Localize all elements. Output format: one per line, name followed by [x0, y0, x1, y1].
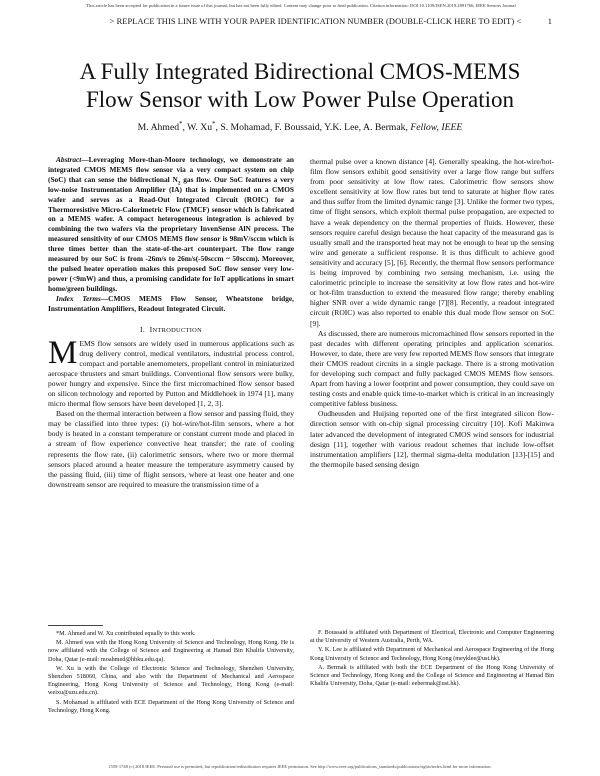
author-xu: , W. Xu	[182, 122, 213, 133]
equal-contrib-mark: *	[212, 120, 216, 128]
footnote: *M. Ahmed and W. Xu contributed equally to this work.	[56, 630, 196, 637]
section-heading-first: I	[149, 324, 153, 334]
page-number: 1	[547, 17, 552, 26]
right-paragraph-1: thermal pulse over a known distance [4]. Generally speaking, the hot-wire/hot-film flow sensors exhibit good sensitivity over a large flow range but suffers from poor sensitivity at low flow rates. Calorimetric flow sensors show excellent sensitivity at low flow rates but tend to saturate at higher flow rates and thus suffer from the limited dynamic range [3]. Unlike the former two types, time of flight sensors, which exploit thermal pulse propagation, are expected to have a weak dependency on the thermal properties of fluids. However, these sensors require careful design because the heat capacity of the measurand gas is usually small and the transported heat may not be enough to heat up the sensing wire and generate a sufficient response. It is thus difficult to achieve good sensitivity and accuracy [5], [6]. Recently, the thermal flow sensors performance is being improved by combining two sensing mechanism, i.e. using the calorimetric principle to increase the sensitivity at low flow rates and hot-wire or hot-film transduction to extend the measured flow range; thereby enabling higher SNR over a wide dynamic range [7][8]. Recently, a readout integrated circuit (ROIC) was also reported to enable this dual mode flow sensor on SoC [9].	[310, 157, 554, 328]
section-numeral: I.	[139, 324, 146, 334]
index-terms-label: Index Terms	[56, 293, 101, 303]
right-column	[310, 157, 554, 470]
abstract-dash: —	[81, 155, 89, 164]
intro-text-1: EMS flow sensors are widely used in numerous applications such as drug delivery control, medical ventilators, industrial process control, compact and portable anemometers, propellant control in miniaturized aerospace thrusters and smart buildings. Conventional flow sensors were bulky, power hungry and expensive. Since the first micromachined flow sensor based on silicon technology and reported by Putton and Middlehoek in 1974 [1], many micro thermal flow sensors have been developed [1, 2, 3].	[48, 338, 294, 409]
title-line-2: Flow Sensor with Low Power Pulse Operation	[85, 87, 515, 112]
title-line-1: A Fully Integrated Bidirectional CMOS-MEMS	[79, 59, 521, 84]
copyright-footer: 1558-1748 (c) 2018 IEEE. Personal use is permitted, but republication/redistribution requires IEEE permission. See http://www.ieee.org/publications_standards/publications/rights/index.html for more information.	[108, 764, 492, 769]
paper-title	[40, 58, 560, 114]
author-list	[40, 122, 560, 134]
index-terms-dash: —	[100, 293, 109, 303]
abstract-text-a: Leveraging More-than-Moore technology, we demonstrate an integrated CMOS MEMS flow sensor via a very compact system on chip (SoC) that can sense the bidirectional N	[48, 155, 294, 184]
footnote: F. Boussaid is affiliated with Department of Electrical, Electronic and Computer Engineering at the University of Western Australia, Perth, WA.	[310, 629, 554, 645]
index-terms-text: CMOS MEMS Flow Sensor, Wheatstone bridge, Instrumentation Amplifiers, Readout Integrated Circuit.	[48, 293, 294, 313]
footnote: Y. K. Lee is affiliated with Department of Mechanical and Aerospace Engineering of the Hong Kong University of Science and Technology, Hong Kong (meyklee@ust.hk).	[310, 646, 554, 662]
intro-paragraph-2: Based on the thermal interaction between a flow sensor and passing fluid, they may be classified into three types: (i) hot-wire/hot-film sensors, where a hot body is heated in a constant temperature or constant current mode and placed in a stream of flow experience convective heat transfer; the rate of cooling represents the flow rate, (ii) calorimetric sensors, where two or more thermal sensors placed around a heater measure the temperature asymmetry caused by the passing fluid, (iii) time of flight sensors, where at least one heater and one downstream sensor are required to measure the transmission time of a	[48, 409, 294, 489]
authors-rest: , S. Mohamad, F. Boussaid, Y.K. Lee, A. Bermak,	[215, 122, 408, 133]
right-paragraph-2: As discussed, there are numerous micromachined flow sensors reported in the past decades with different operating principles and application scenarios. However, to date, there are very few reported MEMS flow sensors that integrate their CMOS readout circuits in a single package. There is a strong motivation for developing such compact and fully packaged CMOS MEMS flow sensors. Apart from having a lower footprint and power consumption, they could save on testing costs and enable quick time-to-market which is critical in an increasingly competitive fabless business.	[310, 328, 554, 409]
equal-contrib-mark: *	[179, 120, 183, 128]
footnotes-right	[310, 629, 554, 689]
footnotes-left	[48, 630, 294, 716]
footnote: W. Xu is with the College of Electronic Science and Technology, Shenzhen University, Shenzhen 518060, China, and also with the Department of Mechanical and Aerospace Engineering, Hong Kong University of Science and Technology, Hong Kong (e-mail: weixu@szu.edu.cn).	[48, 664, 294, 697]
abstract-label: Abstract	[56, 155, 82, 164]
footnote: M. Ahmed was with the Hong Kong University of Science and Technology, Hong Kong. He is now affiliated with the College of Science and Engineering at Hamad Bin Khalifa University, Doha, Qatar (e-mail: moahmed@hbku.edu.qa).	[48, 639, 294, 663]
left-column	[48, 155, 294, 490]
footnote: S. Mohamad is affiliated with ECE Department of the Hong Kong University of Science and Technology, Hong Kong.	[48, 698, 294, 714]
author-ahmed: M. Ahmed	[137, 122, 180, 133]
footnote-divider	[48, 625, 103, 626]
intro-paragraph-1	[48, 334, 294, 410]
index-terms	[48, 294, 294, 314]
header-placeholder[interactable]: > REPLACE THIS LINE WITH YOUR PAPER IDENTIFICATION NUMBER (DOUBLE-CLICK HERE TO EDIT) <	[109, 17, 522, 26]
section-heading-introduction	[48, 325, 294, 336]
publication-notice: This article has been accepted for publication in a future issue of this journal, but has not been fully edited. Content may change prior to final publication. Citation information: DOI 10.1109/JSEN.2019.2891766, IEEE Sensors Journal	[86, 3, 516, 8]
footnote: A. Bermak is affiliated with both the ECE Department of the Hong Kong University of Science and Technology, Hong Kong and the College of Science and Engineering at Hamad Bin Khalifa University, Doha, Qatar (e-mail: eebermak@ust.hk).	[310, 663, 554, 688]
fellow-title: Fellow, IEEE	[410, 122, 463, 133]
abstract-subscript: 2	[177, 180, 181, 187]
right-paragraph-3: Oudheusden and Huijsing reported one of the first integrated silicon flow-direction sensor with on-chip signal processing circuitry [10]. Kofi Makinwa later advanced the development of integrated CMOS wind sensors for industrial design [11], together with various readout schemes that include low-offset instrumentation amplifiers [12], thermal sigma-delta modulation [13]-[15] and the thermopile based sensing design	[310, 409, 554, 469]
abstract	[48, 155, 294, 294]
abstract-text-b: gas flow. Our SoC features a very low-noise Instrumentation Amplifier (IA) that is implemented on a CMOS wafer and serves as a Read-Out Integrated Circuit (ROIC) for a Thermoresistive Micro-Calorimetric Flow (TMCF) sensor which is fabricated on a MEMS wafer. A compact heterogeneous integration is achieved by combining the two wafers via the proprietary InvenSense AlN process. The measured sensitivity of our CMOS MEMS flow sensor is 98mV/sccm which is three times better than the state-of-the-art counterpart. The flow range measured by our SoC is from -26m/s to 26m/s(-50sccm ~ 50sccm). Moreover, the pulsed heater operation makes this proposed SoC flow sensor very low-power (<9mW) and thus, a promising candidate for IoT applications in smart home/green buildings.	[48, 174, 294, 293]
section-heading-rest: NTRODUCTION	[152, 326, 202, 334]
running-header	[52, 17, 552, 27]
dropcap-letter: M	[48, 334, 78, 371]
